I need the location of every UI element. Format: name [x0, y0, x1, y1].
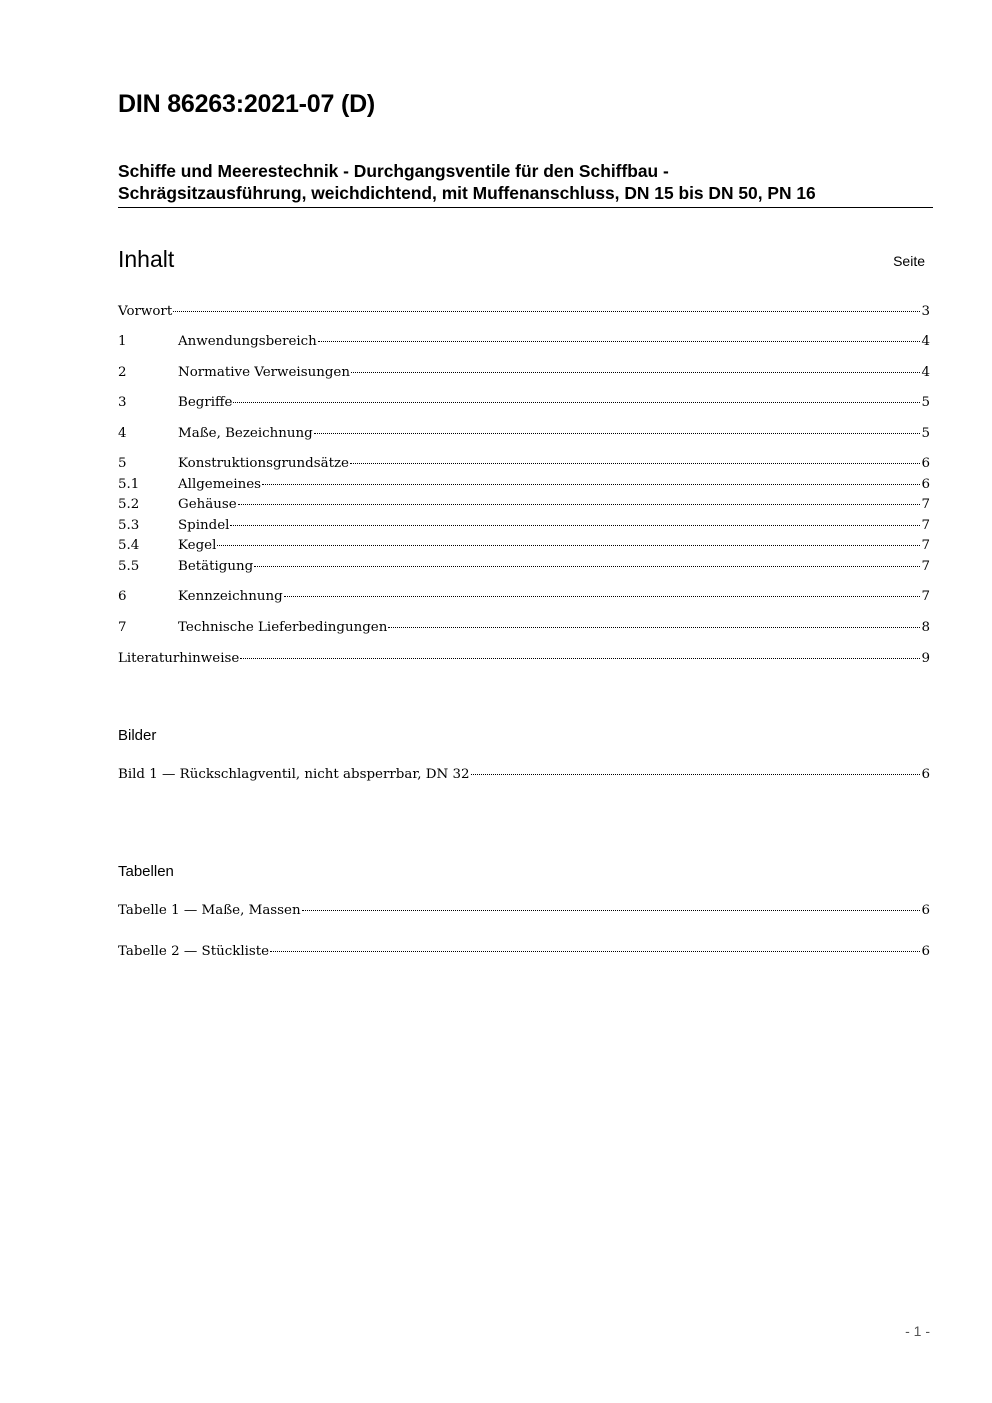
toc-entry-label: Anwendungsbereich: [178, 334, 317, 349]
toc-entry-number: 5.1: [118, 477, 140, 492]
toc-entry-5[interactable]: [118, 455, 930, 473]
tables-heading: Tabellen: [118, 863, 174, 880]
table-entry-1[interactable]: [118, 902, 930, 920]
toc-entry-label: Kegel: [178, 538, 217, 553]
toc-entry-5-1[interactable]: [118, 476, 930, 494]
toc-entry-label: Normative Verweisungen: [178, 365, 350, 380]
toc-dot-leader: [233, 402, 920, 403]
toc-heading: Inhalt: [118, 246, 175, 272]
toc-entry-page: 5: [921, 426, 930, 441]
toc-entry-number: 7: [118, 620, 127, 635]
toc-entry-5-4[interactable]: [118, 537, 930, 555]
figure-entry-label: Bild 1 — Rückschlagventil, nicht absperrbar, DN 32: [118, 767, 470, 782]
toc-entry-label: Gehäuse: [178, 497, 237, 512]
toc-entry-number: 6: [118, 589, 127, 604]
toc-dot-leader: [262, 484, 920, 485]
toc-dot-leader: [388, 627, 920, 628]
toc-dot-leader: [314, 433, 921, 434]
toc-entry-page: 6: [921, 456, 930, 471]
toc-entry-label: Kennzeichnung: [178, 589, 283, 604]
toc-entry-page: 6: [921, 477, 930, 492]
toc-entry-page: 3: [921, 304, 930, 319]
toc-entry-page: 7: [921, 518, 930, 533]
document-id: DIN 86263:2021-07 (D): [118, 90, 376, 118]
toc-entry-number: 5: [118, 456, 127, 471]
figure-entry-page: 6: [921, 767, 930, 782]
toc-entry-number: 5.2: [118, 497, 140, 512]
toc-entry-page: 5: [921, 395, 930, 410]
toc-entry-page: 7: [921, 559, 930, 574]
toc-entry-label: Literaturhinweise: [118, 651, 240, 666]
toc-entry-number: 5.5: [118, 559, 140, 574]
toc-dot-leader: [230, 525, 920, 526]
toc-entry-label: Allgemeines: [178, 477, 262, 492]
figures-heading: Bilder: [118, 727, 157, 744]
toc-dot-leader: [284, 596, 921, 597]
toc-entry-number: 1: [118, 334, 127, 349]
toc-entry-6[interactable]: [118, 588, 930, 606]
toc-entry-label: Betätigung: [178, 559, 254, 574]
toc-entry-label: Spindel: [178, 518, 230, 533]
toc-dot-leader: [254, 566, 920, 567]
toc-dot-leader: [217, 545, 920, 546]
toc-entry-5-2[interactable]: [118, 496, 930, 514]
toc-dot-leader: [302, 910, 921, 911]
toc-entry-3[interactable]: [118, 394, 930, 412]
toc-entry-number: 2: [118, 365, 127, 380]
toc-dot-leader: [350, 463, 921, 464]
toc-entry-literaturhinweise[interactable]: [118, 650, 930, 668]
toc-entry-vorwort[interactable]: [118, 303, 930, 321]
figure-entry-1[interactable]: [118, 766, 930, 784]
toc-dot-leader: [351, 372, 921, 373]
table-entry-page: 6: [921, 903, 930, 918]
footer-page-number: - 1 -: [905, 1323, 930, 1339]
toc-entry-page: 4: [921, 365, 930, 380]
document-title-line-1: Schiffe und Meerestechnik - Durchgangsventile für den Schiffbau -: [118, 161, 669, 181]
toc-dot-leader: [270, 951, 920, 952]
table-entry-2[interactable]: [118, 943, 930, 961]
toc-entry-number: 5.4: [118, 538, 140, 553]
toc-entry-5-5[interactable]: [118, 558, 930, 576]
toc-entry-label: Konstruktionsgrundsätze: [178, 456, 349, 471]
toc-dot-leader: [471, 774, 921, 775]
toc-entry-page: 8: [921, 620, 930, 635]
toc-entry-number: 4: [118, 426, 127, 441]
toc-entry-page: 7: [921, 497, 930, 512]
toc-dot-leader: [240, 658, 920, 659]
toc-entry-label: Begriffe: [178, 395, 233, 410]
toc-dot-leader: [173, 311, 920, 312]
toc-entry-label: Maße, Bezeichnung: [178, 426, 313, 441]
toc-entry-label: Vorwort: [118, 304, 173, 319]
table-entry-label: Tabelle 1 — Maße, Massen: [118, 903, 301, 918]
toc-entry-number: 5.3: [118, 518, 140, 533]
toc-entry-page: 7: [921, 589, 930, 604]
toc-entry-page: 9: [921, 651, 930, 666]
table-entry-label: Tabelle 2 — Stückliste: [118, 944, 270, 959]
table-entry-page: 6: [921, 944, 930, 959]
toc-entry-2[interactable]: [118, 364, 930, 382]
toc-entry-page: 4: [921, 334, 930, 349]
toc-entry-4[interactable]: [118, 425, 930, 443]
toc-page-column-label: Seite: [893, 253, 925, 269]
document-title-line-2: Schrägsitzausführung, weichdichtend, mit Muffenanschluss, DN 15 bis DN 50, PN 16: [118, 183, 816, 203]
document-title: [118, 160, 933, 208]
toc-entry-5-3[interactable]: [118, 517, 930, 535]
toc-entry-number: 3: [118, 395, 127, 410]
toc-entry-label: Technische Lieferbedingungen: [178, 620, 388, 635]
toc-dot-leader: [318, 341, 921, 342]
toc-dot-leader: [238, 504, 921, 505]
toc-entry-1[interactable]: [118, 333, 930, 351]
toc-entry-page: 7: [921, 538, 930, 553]
toc-entry-7[interactable]: [118, 619, 930, 637]
